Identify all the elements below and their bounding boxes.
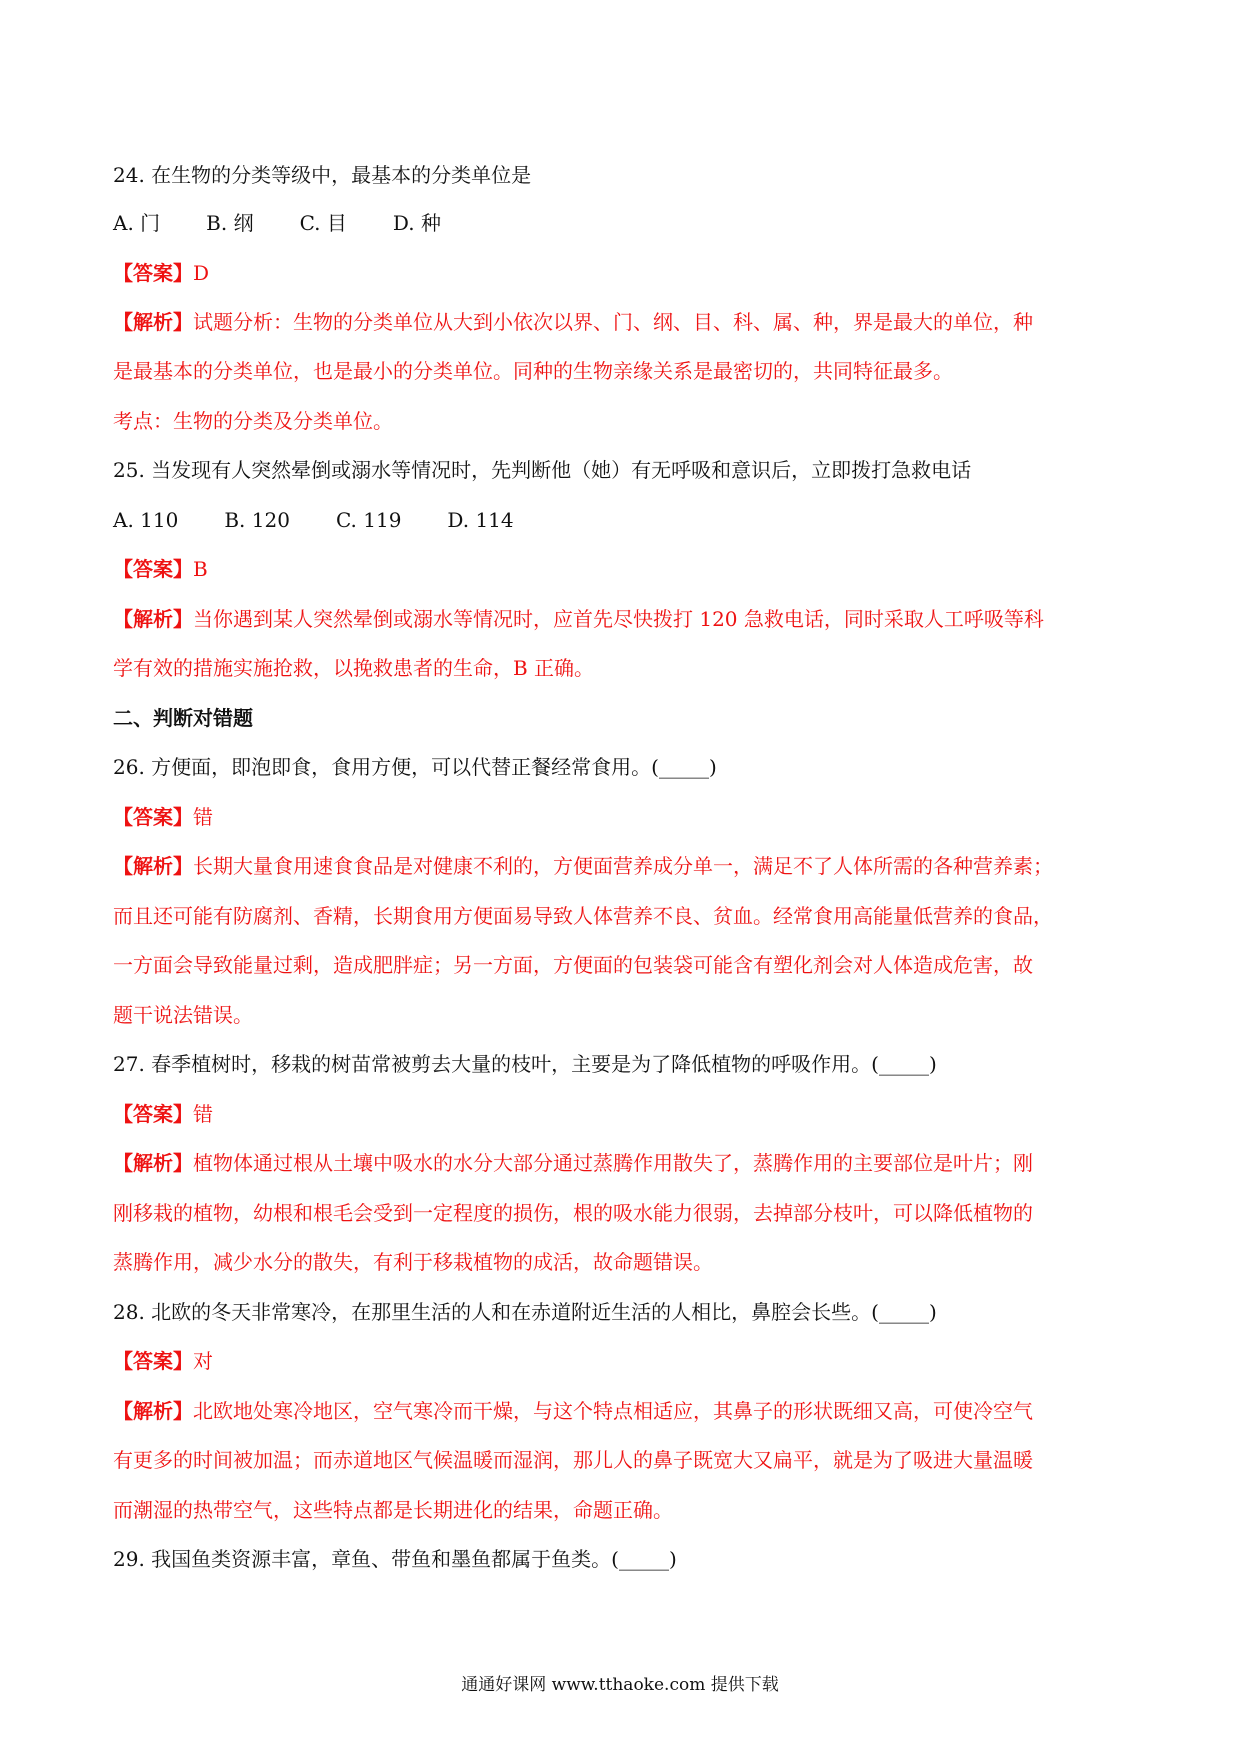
analysis-text: 试题分析：生物的分类单位从大到小依次以界、门、纲、目、科、属、种，界是最大的单位，种 [193,310,1033,334]
analysis-text: 长期大量食用速食食品是对健康不利的，方便面营养成分单一，满足不了人体所需的各种营养素； [193,854,1053,878]
answer-value: D [193,261,210,285]
answer-label: 【答案】 [113,1349,193,1373]
question-26-analysis-line-2: 而且还可能有防腐剂、香精，长期食用方便面易导致人体营养不良、贫血。经常食用高能量低营养的食品， [113,904,1053,928]
option-d: D. 种 [392,211,441,235]
answer-label: 【答案】 [113,1102,193,1126]
question-26-analysis-line-4: 题干说法错误。 [113,1003,253,1027]
question-28-answer [113,1346,1133,1376]
question-27-analysis-line-1 [113,1148,1133,1178]
question-25-answer [113,554,1133,584]
question-24-analysis-line-1 [113,307,1133,337]
option-b: B. 纲 [206,211,254,235]
answer-value: B [193,557,208,581]
question-25-analysis-line-2: 学有效的措施实施抢救，以挽救患者的生命，B 正确。 [113,656,595,680]
answer-label: 【答案】 [113,805,193,829]
question-28-analysis-line-1 [113,1396,1133,1426]
answer-label: 【答案】 [113,557,193,581]
section-heading: 二、判断对错题 [113,706,253,730]
answer-label: 【答案】 [113,261,193,285]
question-24-answer [113,258,1133,288]
option-c: C. 119 [335,508,402,532]
analysis-label: 【解析】 [113,1399,193,1423]
analysis-text: 北欧地处寒冷地区，空气寒冷而干燥，与这个特点相适应，其鼻子的形状既细又高，可使冷空气 [193,1399,1033,1423]
question-26-analysis-line-1 [113,851,1133,881]
option-a: A. 110 [113,508,179,532]
question-24-stem: 24. 在生物的分类等级中，最基本的分类单位是 [113,163,532,187]
question-24-analysis-line-2: 是最基本的分类单位，也是最小的分类单位。同种的生物亲缘关系是最密切的，共同特征最多。 [113,359,953,383]
option-a: A. 门 [113,211,161,235]
analysis-label: 【解析】 [113,310,193,334]
question-27-analysis-line-2: 刚移栽的植物，幼根和根毛会受到一定程度的损伤，根的吸水能力很弱，去掉部分枝叶，可以降低植物的 [113,1201,1033,1225]
question-28-analysis-line-2: 有更多的时间被加温；而赤道地区气候温暖而湿润，那儿人的鼻子既宽大又扁平，就是为了吸进大量温暖 [113,1448,1033,1472]
analysis-label: 【解析】 [113,854,193,878]
question-28-analysis-line-3: 而潮湿的热带空气，这些特点都是长期进化的结果，命题正确。 [113,1498,673,1522]
analysis-label: 【解析】 [113,607,193,631]
option-d: D. 114 [447,508,514,532]
option-c: C. 目 [299,211,347,235]
option-b: B. 120 [224,508,290,532]
question-26-stem: 26. 方便面，即泡即食，食用方便，可以代替正餐经常食用。(_____) [113,755,717,779]
analysis-label: 【解析】 [113,1151,193,1175]
question-25-stem: 25. 当发现有人突然晕倒或溺水等情况时，先判断他（她）有无呼吸和意识后，立即拨打急救电话 [113,458,972,482]
analysis-text: 植物体通过根从土壤中吸水的水分大部分通过蒸腾作用散失了，蒸腾作用的主要部位是叶片；刚 [193,1151,1033,1175]
page-footer: 通通好课网 www.tthaoke.com 提供下载 [461,1675,779,1695]
question-25-analysis-line-1 [113,604,1133,634]
answer-value: 错 [193,805,213,829]
question-25-options [113,505,1133,535]
question-24-options [113,208,1133,238]
question-27-stem: 27. 春季植树时，移栽的树苗常被剪去大量的枝叶，主要是为了降低植物的呼吸作用。(_____) [113,1052,937,1076]
question-26-answer [113,802,1133,832]
answer-value: 对 [193,1349,213,1373]
question-26-analysis-line-3: 一方面会导致能量过剩，造成肥胖症；另一方面，方便面的包装袋可能含有塑化剂会对人体造成危害，故 [113,953,1033,977]
answer-value: 错 [193,1102,213,1126]
analysis-text: 当你遇到某人突然晕倒或溺水等情况时，应首先尽快拨打 120 急救电话，同时采取人工呼吸等科 [193,607,1044,631]
question-24-point: 考点：生物的分类及分类单位。 [113,409,393,433]
question-29-stem: 29. 我国鱼类资源丰富，章鱼、带鱼和墨鱼都属于鱼类。(_____) [113,1547,677,1571]
question-27-answer [113,1099,1133,1129]
question-27-analysis-line-3: 蒸腾作用，减少水分的散失，有利于移栽植物的成活，故命题错误。 [113,1250,713,1274]
question-28-stem: 28. 北欧的冬天非常寒冷，在那里生活的人和在赤道附近生活的人相比，鼻腔会长些。(_____) [113,1300,937,1324]
